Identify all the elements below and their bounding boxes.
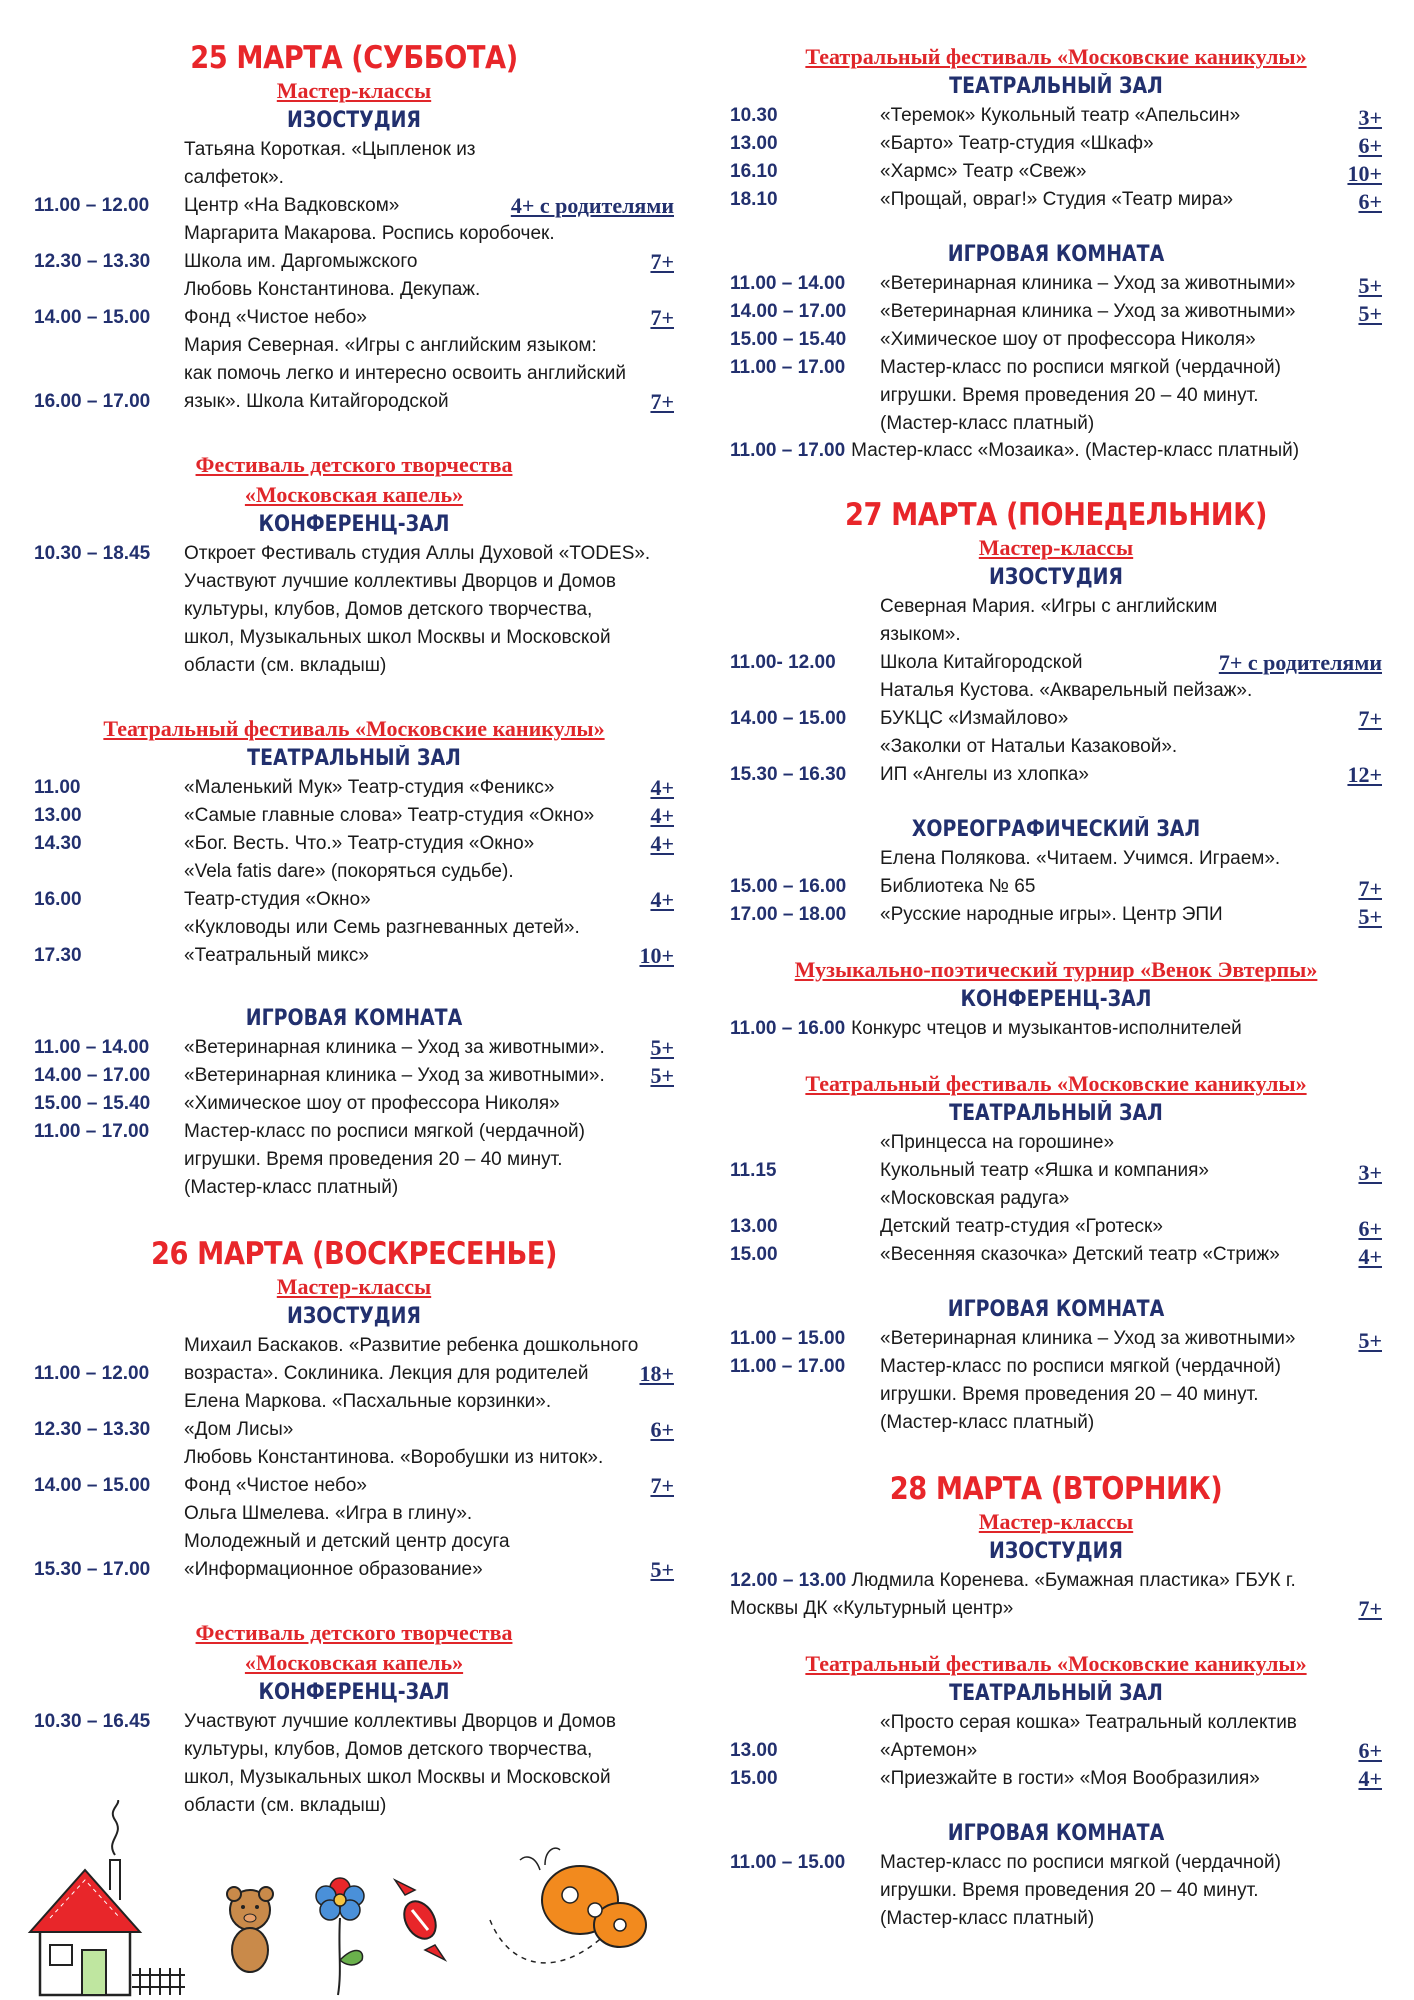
event-description <box>880 270 1358 298</box>
age-badge: 7+ <box>650 249 674 274</box>
venue-choreography-hall: ХОРЕОГРАФИЧЕСКИЙ ЗАЛ <box>911 817 1201 842</box>
event-description <box>184 1062 650 1090</box>
schedule-row <box>730 1015 1382 1043</box>
event-time: 15.00 – 16.00 <box>730 876 847 897</box>
event-line: Северная Мария. «Игры с английским языком». <box>880 596 1218 645</box>
event-time: 11.00 – 17.00 <box>730 440 846 461</box>
butterfly-drawing <box>490 1848 646 1963</box>
event-description <box>880 130 1358 158</box>
event-time: 11.15 <box>730 1160 777 1181</box>
event-line: «Химическое шоу от профессора Николя» <box>184 1093 560 1114</box>
schedule-row <box>730 326 1382 354</box>
event-line: Мастер-класс по росписи мягкой (чердачной) <box>184 1121 585 1142</box>
schedule-list <box>34 1034 674 1202</box>
day-heading-26: 26 МАРТА (ВОСКРЕСЕНЬЕ) <box>150 1236 558 1272</box>
schedule-row <box>730 1325 1382 1353</box>
event-time: 11.00 – 17.00 <box>730 1356 846 1377</box>
event-description <box>184 802 650 830</box>
event-description <box>880 845 1358 901</box>
event-description <box>880 1185 1358 1241</box>
event-description <box>880 298 1358 326</box>
schedule-row <box>34 1388 674 1444</box>
event-line: «Информационное образование» <box>184 1559 483 1580</box>
event-line: Откроет Фестиваль студия Аллы Духовой «TODES». <box>184 543 651 564</box>
event-text: Людмила Коренева. «Бумажная пластика» ГБУК г. <box>851 1570 1296 1591</box>
event-line: «Ветеринарная клиника – Уход за животными» <box>880 301 1296 322</box>
event-line: культуры, клубов, Домов детского творчества, <box>184 599 593 620</box>
event-line: «Ветеринарная клиника – Уход за животными». <box>184 1065 605 1086</box>
schedule-row <box>34 1332 674 1388</box>
schedule-row <box>730 1353 1382 1437</box>
age-badge: 3+ <box>1358 1160 1382 1185</box>
left-column <box>34 0 674 1820</box>
event-description <box>880 1129 1358 1185</box>
event-time: 16.10 <box>730 161 778 182</box>
festival-title: Театральный фестиваль «Московские каникулы» <box>805 1071 1307 1096</box>
venue-theatre-hall: ТЕАТРАЛЬНЫЙ ЗАЛ <box>949 74 1163 99</box>
festival-title: Фестиваль детского творчества <box>195 1620 513 1645</box>
venue-theatre-hall: ТЕАТРАЛЬНЫЙ ЗАЛ <box>949 1101 1163 1126</box>
event-time: 18.10 <box>730 189 778 210</box>
event-description <box>880 901 1358 929</box>
age-badge: 5+ <box>650 1557 674 1582</box>
event-time: 15.00 <box>730 1244 778 1265</box>
event-description <box>880 102 1358 130</box>
event-line: Ольга Шмелева. «Игра в глину». <box>184 1503 473 1524</box>
event-description <box>184 1034 650 1062</box>
event-description <box>880 1325 1358 1353</box>
schedule-row <box>730 186 1382 214</box>
candy-drawing <box>395 1880 445 1960</box>
event-time: 12.30 – 13.30 <box>34 1419 151 1440</box>
event-line: области (см. вкладыш) <box>184 1795 387 1816</box>
schedule-row <box>730 1709 1382 1765</box>
age-badge: 5+ <box>1358 301 1382 326</box>
event-line: «Кукловоды или Семь разгневанных детей». <box>184 917 580 938</box>
schedule-row <box>34 136 674 220</box>
schedule-row <box>730 1567 1382 1623</box>
festival-title: Театральный фестиваль «Московские каникулы» <box>103 716 605 741</box>
event-description <box>184 136 511 220</box>
event-time: 11.00 – 12.00 <box>34 195 150 216</box>
event-line: Фонд «Чистое небо» <box>184 1475 367 1496</box>
event-description <box>184 858 650 914</box>
event-description <box>184 1332 639 1388</box>
schedule-row <box>730 1185 1382 1241</box>
event-description <box>184 830 650 858</box>
venue-game-room: ИГРОВАЯ КОМНАТА <box>947 242 1165 267</box>
day-heading-27: 27 МАРТА (ПОНЕДЕЛЬНИК) <box>844 497 1268 533</box>
event-description <box>880 733 1347 789</box>
event-line: культуры, клубов, Домов детского творчества, <box>184 1739 593 1760</box>
venue-game-room: ИГРОВАЯ КОМНАТА <box>947 1821 1165 1846</box>
house-drawing <box>30 1800 185 1995</box>
venue-game-room: ИГРОВАЯ КОМНАТА <box>947 1297 1165 1322</box>
schedule-list <box>730 1709 1382 1793</box>
event-line: «Химическое шоу от профессора Николя» <box>880 329 1256 350</box>
event-line <box>730 1567 1358 1595</box>
age-badge: 5+ <box>1358 904 1382 929</box>
event-time: 11.00 – 14.00 <box>730 273 846 294</box>
festival-subtitle: «Московская капель» <box>244 482 464 507</box>
schedule-row <box>34 1062 674 1090</box>
schedule-row <box>730 845 1382 901</box>
event-line: «Теремок» Кукольный театр «Апельсин» <box>880 105 1241 126</box>
schedule-row <box>730 270 1382 298</box>
event-description <box>184 914 639 970</box>
event-time: 15.00 – 15.40 <box>730 329 847 350</box>
event-time: 14.00 – 15.00 <box>34 1475 151 1496</box>
event-line: Мастер-класс по росписи мягкой (чердачной) <box>880 1356 1281 1377</box>
masterclasses-heading: Мастер-классы <box>978 1509 1134 1534</box>
schedule-row <box>34 858 674 914</box>
event-line: (Мастер-класс платный) <box>880 413 1095 434</box>
festival-subtitle: «Московская капель» <box>244 1650 464 1675</box>
event-time: 15.30 – 16.30 <box>730 764 847 785</box>
day-heading-25: 25 МАРТА (СУББОТА) <box>190 40 518 76</box>
event-description <box>184 1500 650 1584</box>
schedule-row <box>34 1034 674 1062</box>
schedule-list <box>34 1332 674 1584</box>
children-doodles-illustration <box>20 1800 660 2000</box>
age-badge: 3+ <box>1358 105 1382 130</box>
age-badge: 4+ <box>1358 1766 1382 1791</box>
venue-conference-hall: КОНФЕРЕНЦ-ЗАЛ <box>258 1680 450 1705</box>
masterclasses-heading: Мастер-классы <box>276 1274 432 1299</box>
schedule-row <box>34 1500 674 1584</box>
event-line: Фонд «Чистое небо» <box>184 307 367 328</box>
event-line: «Ветеринарная клиника – Уход за животными» <box>880 1328 1296 1349</box>
age-badge: 6+ <box>650 1417 674 1442</box>
age-badge: 6+ <box>1358 1738 1382 1763</box>
schedule-list <box>730 1325 1382 1437</box>
teddy-bear-drawing <box>227 1887 273 1972</box>
event-description <box>184 1118 674 1202</box>
event-line: «Просто серая кошка» Театральный коллектив <box>880 1712 1297 1733</box>
venue-izostudia: ИЗОСТУДИЯ <box>287 108 421 133</box>
schedule-list <box>34 774 674 970</box>
right-column <box>730 0 1382 1933</box>
event-description <box>880 1709 1358 1765</box>
venue-izostudia: ИЗОСТУДИЯ <box>989 1539 1123 1564</box>
event-time: 11.00 – 17.00 <box>34 1121 150 1142</box>
event-time: 15.00 <box>730 1768 778 1789</box>
event-time: 11.00 <box>34 777 81 798</box>
event-line: Москвы ДК «Культурный центр» <box>730 1598 1014 1619</box>
event-line: ИП «Ангелы из хлопка» <box>880 764 1089 785</box>
schedule-row <box>34 802 674 830</box>
event-description <box>880 1353 1382 1437</box>
venue-conference-hall: КОНФЕРЕНЦ-ЗАЛ <box>258 512 450 537</box>
age-badge: 5+ <box>650 1063 674 1088</box>
event-description <box>880 354 1382 438</box>
event-description <box>880 186 1358 214</box>
age-badge: 7+ <box>650 305 674 330</box>
event-line: игрушки. Время проведения 20 – 40 минут. <box>184 1149 563 1170</box>
event-line: «Артемон» <box>880 1740 978 1761</box>
event-line: игрушки. Время проведения 20 – 40 минут. <box>880 1384 1259 1405</box>
schedule-list <box>730 845 1382 929</box>
flower-drawing <box>316 1878 364 1995</box>
schedule-row <box>34 332 674 416</box>
event-line: Наталья Кустова. «Акварельный пейзаж». <box>880 680 1253 701</box>
age-badge: 6+ <box>1358 189 1382 214</box>
age-badge: 4+ <box>650 775 674 800</box>
schedule-row <box>34 1118 674 1202</box>
event-time: 12.00 – 13.00 <box>730 1570 847 1591</box>
event-line: Мария Северная. «Игры с английским языком: <box>184 335 597 356</box>
event-line: Участвуют лучшие коллективы Дворцов и Домов <box>184 1711 616 1732</box>
event-line: Участвуют лучшие коллективы Дворцов и Домов <box>184 571 616 592</box>
event-description <box>184 220 650 276</box>
event-time: 17.30 <box>34 945 82 966</box>
event-line: «Приезжайте в гости» «Моя Вообразилия» <box>880 1768 1260 1789</box>
event-line: игрушки. Время проведения 20 – 40 минут. <box>880 1880 1259 1901</box>
event-description <box>880 326 1382 354</box>
schedule-row <box>730 677 1382 733</box>
event-line: БУКЦС «Измайлово» <box>880 708 1069 729</box>
event-line: «Московская радуга» <box>880 1188 1070 1209</box>
event-line: возраста». Соклиника. Лекция для родителей <box>184 1363 589 1384</box>
event-line: Центр «На Вадковском» <box>184 195 400 216</box>
event-time: 12.30 – 13.30 <box>34 251 151 272</box>
event-line: «Прощай, овраг!» Студия «Театр мира» <box>880 189 1234 210</box>
event-description <box>730 1567 1358 1623</box>
age-badge: 6+ <box>1358 1216 1382 1241</box>
event-time: 11.00 – 14.00 <box>34 1037 150 1058</box>
schedule-row <box>730 298 1382 326</box>
event-description <box>880 158 1347 186</box>
schedule-row <box>34 276 674 332</box>
age-badge: 7+ <box>1358 1596 1382 1621</box>
schedule-list <box>34 136 674 416</box>
venue-izostudia: ИЗОСТУДИЯ <box>287 1304 421 1329</box>
event-line: Маргарита Макарова. Роспись коробочек. <box>184 223 555 244</box>
event-line: «Дом Лисы» <box>184 1419 294 1440</box>
event-line: Театр-студия «Окно» <box>184 889 371 910</box>
event-line: «Русские народные игры». Центр ЭПИ <box>880 904 1223 925</box>
event-time: 13.00 <box>34 805 82 826</box>
event-line: области (см. вкладыш) <box>184 655 387 676</box>
event-description <box>184 1388 650 1444</box>
event-line: Татьяна Короткая. «Цыпленок из салфеток». <box>184 139 476 188</box>
event-time: 14.00 – 15.00 <box>34 307 151 328</box>
age-badge: 4+ <box>650 887 674 912</box>
schedule-row <box>730 158 1382 186</box>
age-badge: 18+ <box>639 1361 674 1386</box>
event-time: 15.30 – 17.00 <box>34 1559 151 1580</box>
event-line: (Мастер-класс платный) <box>184 1177 399 1198</box>
age-badge: 4+ <box>650 803 674 828</box>
event-line: Любовь Константинова. Декупаж. <box>184 279 481 300</box>
schedule-row <box>730 354 1382 438</box>
event-time: 14.00 – 17.00 <box>34 1065 151 1086</box>
event-time: 10.30 – 18.45 <box>34 543 151 564</box>
event-time: 10.30 <box>730 105 778 126</box>
event-time: 11.00 – 16.00 <box>730 1018 846 1039</box>
schedule-list <box>730 1129 1382 1269</box>
event-line: (Мастер-класс платный) <box>880 1908 1095 1929</box>
day-heading-28: 28 МАРТА (ВТОРНИК) <box>889 1471 1223 1507</box>
event-time: 11.00 – 15.00 <box>730 1852 846 1873</box>
tournament-title: Музыкально-поэтический турнир «Венок Эвтерпы» <box>794 957 1318 982</box>
schedule-row <box>34 220 674 276</box>
event-line: «Ветеринарная клиника – Уход за животными» <box>880 273 1296 294</box>
event-description <box>184 1090 674 1118</box>
schedule-row <box>730 1241 1382 1269</box>
event-description <box>880 1765 1358 1793</box>
schedule-row <box>34 914 674 970</box>
event-time: 14.00 – 17.00 <box>730 301 847 322</box>
event-line: язык». Школа Китайгородской <box>184 391 449 412</box>
event-description <box>184 276 650 332</box>
schedule-row <box>730 130 1382 158</box>
venue-izostudia: ИЗОСТУДИЯ <box>989 565 1123 590</box>
age-badge: 7+ <box>1358 706 1382 731</box>
schedule-row <box>730 438 1382 463</box>
event-line: «Театральный микс» <box>184 945 369 966</box>
event-line: «Маленький Мук» Театр-студия «Феникс» <box>184 777 555 798</box>
event-line: школ, Музыкальных школ Москвы и Московской <box>184 1767 611 1788</box>
event-description <box>184 332 650 416</box>
event-line: Любовь Константинова. «Воробушки из ниток». <box>184 1447 604 1468</box>
schedule-row <box>34 1090 674 1118</box>
event-line: Школа им. Даргомыжского <box>184 251 418 272</box>
event-line: Молодежный и детский центр досуга <box>184 1531 510 1552</box>
age-badge: 7+ <box>650 1473 674 1498</box>
event-line: игрушки. Время проведения 20 – 40 минут. <box>880 385 1259 406</box>
event-line: «Принцесса на горошине» <box>880 1132 1115 1153</box>
event-line: (Мастер-класс платный) <box>880 1412 1095 1433</box>
event-description <box>184 1444 650 1500</box>
event-line: Елена Маркова. «Пасхальные корзинки». <box>184 1391 552 1412</box>
event-time: 17.00 – 18.00 <box>730 904 847 925</box>
event-description <box>184 774 650 802</box>
schedule-list <box>730 593 1382 789</box>
age-badge: 4+ <box>650 831 674 856</box>
schedule-row <box>34 774 674 802</box>
event-time: 11.00 – 12.00 <box>34 1363 150 1384</box>
event-line: «Заколки от Натальи Казаковой». <box>880 736 1178 757</box>
schedule-row <box>34 540 674 680</box>
schedule-row <box>730 1129 1382 1185</box>
festival-title: Театральный фестиваль «Московские каникулы» <box>805 44 1307 69</box>
venue-theatre-hall: ТЕАТРАЛЬНЫЙ ЗАЛ <box>247 746 461 771</box>
event-line: «Барто» Театр-студия «Шкаф» <box>880 133 1154 154</box>
masterclasses-heading: Мастер-классы <box>978 535 1134 560</box>
schedule-row <box>730 1849 1382 1933</box>
event-time: 14.00 – 15.00 <box>730 708 847 729</box>
event-description: Мастер-класс «Мозаика». (Мастер-класс платный) <box>851 440 1300 461</box>
age-badge: 7+ <box>650 389 674 414</box>
schedule-row <box>34 1444 674 1500</box>
event-time: 11.00- 12.00 <box>730 652 836 673</box>
event-line: «Хармс» Театр «Свеж» <box>880 161 1087 182</box>
event-description <box>880 593 1219 677</box>
event-line: «Ветеринарная клиника – Уход за животными». <box>184 1037 605 1058</box>
event-line: Кукольный театр «Яшка и компания» <box>880 1160 1209 1181</box>
event-line: Мастер-класс по росписи мягкой (чердачной) <box>880 357 1281 378</box>
schedule-list <box>730 270 1382 438</box>
event-line: Детский театр-студия «Гротеск» <box>880 1216 1163 1237</box>
event-line: «Бог. Весть. Что.» Театр-студия «Окно» <box>184 833 535 854</box>
festival-title: Театральный фестиваль «Московские каникулы» <box>805 1651 1307 1676</box>
event-line: Библиотека № 65 <box>880 876 1036 897</box>
age-badge: 5+ <box>1358 1328 1382 1353</box>
festival-title: Фестиваль детского творчества <box>195 452 513 477</box>
venue-theatre-hall: ТЕАТРАЛЬНЫЙ ЗАЛ <box>949 1681 1163 1706</box>
event-line: «Самые главные слова» Театр-студия «Окно» <box>184 805 595 826</box>
event-line: Мастер-класс по росписи мягкой (чердачной) <box>880 1852 1281 1873</box>
event-time: 11.00 – 15.00 <box>730 1328 846 1349</box>
event-line: Школа Китайгородской <box>880 652 1083 673</box>
event-line: «Весенняя сказочка» Детский театр «Стриж» <box>880 1244 1280 1265</box>
event-description <box>184 540 674 680</box>
event-line: «Vela fatis dare» (покоряться судьбе). <box>184 861 514 882</box>
event-description <box>880 1241 1358 1269</box>
event-time: 11.00 – 17.00 <box>730 357 846 378</box>
age-badge: 12+ <box>1347 762 1382 787</box>
age-badge: 10+ <box>639 943 674 968</box>
event-time: 14.30 <box>34 833 82 854</box>
event-time: 10.30 – 16.45 <box>34 1711 151 1732</box>
age-badge: 4+ <box>1358 1244 1382 1269</box>
schedule-row <box>730 733 1382 789</box>
schedule-row <box>34 830 674 858</box>
venue-conference-hall: КОНФЕРЕНЦ-ЗАЛ <box>960 987 1152 1012</box>
event-time: 16.00 – 17.00 <box>34 391 151 412</box>
age-badge: 6+ <box>1358 133 1382 158</box>
event-time: 16.00 <box>34 889 82 910</box>
event-description <box>880 1849 1382 1933</box>
event-line: школ, Музыкальных школ Москвы и Московской <box>184 627 611 648</box>
venue-game-room: ИГРОВАЯ КОМНАТА <box>245 1006 463 1031</box>
event-description <box>880 677 1358 733</box>
age-badge: 7+ <box>1358 876 1382 901</box>
event-time: 13.00 <box>730 133 778 154</box>
event-time: 13.00 <box>730 1740 778 1761</box>
schedule-row <box>730 593 1382 677</box>
age-badge: 10+ <box>1347 161 1382 186</box>
schedule-row <box>730 901 1382 929</box>
age-badge: 5+ <box>1358 273 1382 298</box>
age-badge: 7+ с родителями <box>1218 650 1382 675</box>
age-badge: 4+ с родителями <box>510 193 674 218</box>
event-time: 15.00 – 15.40 <box>34 1093 151 1114</box>
masterclasses-heading: Мастер-классы <box>276 78 432 103</box>
event-line: Елена Полякова. «Читаем. Учимся. Играем». <box>880 848 1281 869</box>
event-time: 13.00 <box>730 1216 778 1237</box>
schedule-list <box>730 102 1382 214</box>
event-description: Конкурс чтецов и музыкантов-исполнителей <box>851 1018 1242 1039</box>
schedule-row <box>730 1765 1382 1793</box>
event-line: Михаил Баскаков. «Развитие ребенка дошкольного <box>184 1335 639 1356</box>
age-badge: 5+ <box>650 1035 674 1060</box>
schedule-row <box>730 102 1382 130</box>
event-line: как помочь легко и интересно освоить английский <box>184 363 626 384</box>
